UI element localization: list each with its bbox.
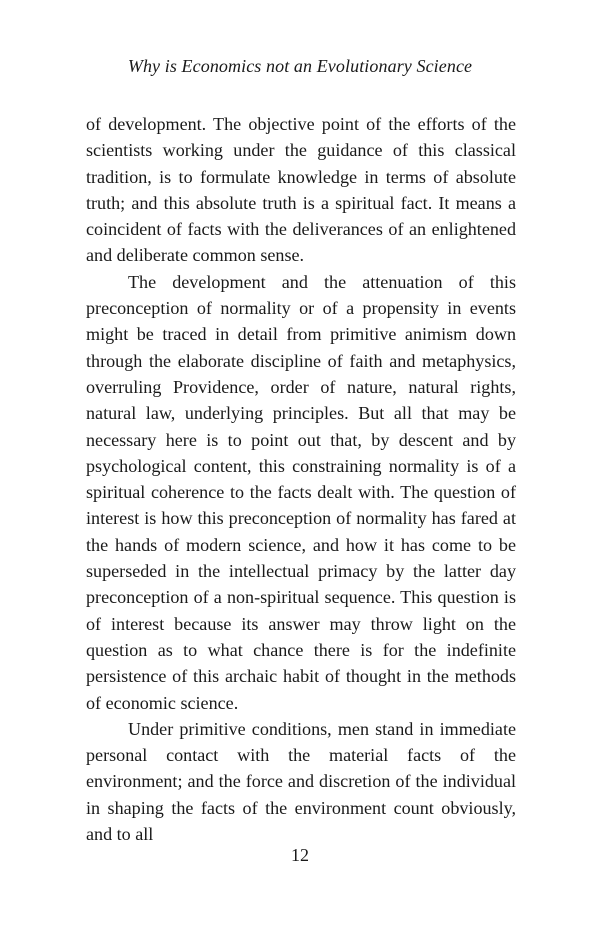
body-text — [86, 111, 516, 847]
running-head: Why is Economics not an Evolutionary Science — [127, 56, 473, 76]
paragraph: The development and the attenuation of this preconception of normality or of a propensity in events might be traced in detail from primitive animism down through the elaborate discipline of faith and metaphysics, overruling Providence, order of nature, natural rights, natural law, underlying principles. But all that may be necessary here is to point out that, by descent and by psychological content, this constraining normality is of a spiritual coherence to the facts dealt with. The question of interest is how this preconception of normality has fared at the hands of modern science, and how it has come to be superseded in the intellectual primacy by the latter day preconception of a non-spiritual sequence. This question is of interest because its answer may throw light on the question as to what chance there is for the indefinite persistence of this archaic habit of thought in the methods of economic science. — [86, 271, 516, 713]
page-number: 12 — [291, 845, 309, 865]
paragraph-continued: of development. The objective point of the efforts of the scientists working under the guidance of this classical tradition, is to formulate knowledge in terms of absolute truth; and this absolute truth is a spiritual fact. It means a coincident of facts with the deliverances of an enlightened and deliberate common sense. — [86, 114, 516, 266]
paragraph: Under primitive conditions, men stand in immediate personal contact with the material facts of the environment; and the force and discretion of the individual in shaping the facts of the environment count obviously, and to all — [86, 718, 516, 845]
